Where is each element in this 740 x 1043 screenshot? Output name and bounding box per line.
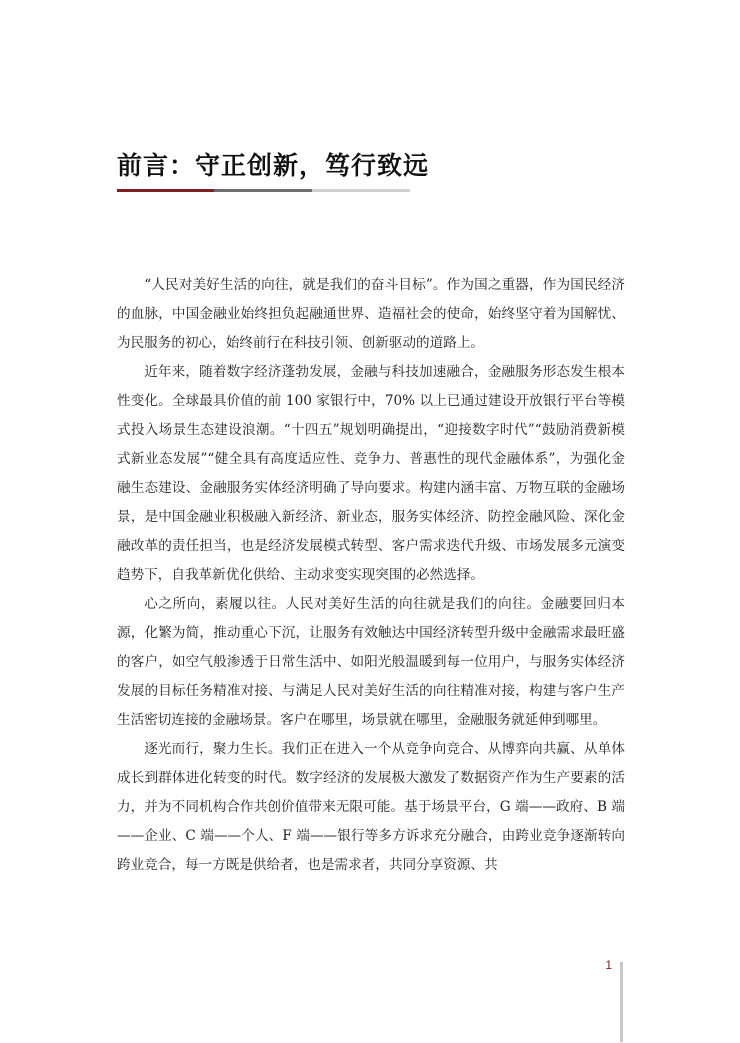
title-underline-segment <box>312 189 410 192</box>
title-underline-segment <box>214 189 312 192</box>
page-side-rule <box>620 962 623 1042</box>
paragraph: 心之所向，素履以往。人民对美好生活的向往就是我们的向往。金融要回归本源，化繁为简，推动重心下沉，让服务有效触达中国经济转型升级中金融需求最旺盛的客户，如空气般渗透于日常生活中、如阳光般温暖到每一位用户，与服务实体经济发展的目标任务精准对接、与满足人民对美好生活的向往精准对接，构建与客户生产生活密切连接的金融场景。客户在哪里，场景就在哪里，金融服务就延伸到哪里。 <box>117 596 625 728</box>
body-text <box>117 271 625 880</box>
paragraph: 逐光而行，聚力生长。我们正在进入一个从竞争向竞合、从博弈向共赢、从单体成长到群体进化转变的时代。数字经济的发展极大激发了数据资产作为生产要素的活力，并为不同机构合作共创价值带来无限可能。基于场景平台，G 端——政府、B 端——企业、C 端——个人、F 端——银行等多方诉求充分融合，由跨业竞争逐渐转向跨业竞合，每一方既是供给者，也是需求者，共同分享资源、共 <box>117 741 625 873</box>
title-underline-segment <box>117 189 214 192</box>
paragraph: 近年来，随着数字经济蓬勃发展，金融与科技加速融合，金融服务形态发生根本性变化。全球最具价值的前 100 家银行中，70% 以上已通过建设开放银行平台等模式投入场景生态建设浪潮。“十四五”规划明确提出，“迎接数字时代”“鼓励消费新模式新业态发展”“健全具有高度适应性、竞争力、普惠性的现代金融体系”，为强化金融生态建设、金融服务实体经济明确了导向要求。构建内涵丰富、万物互联的金融场景，是中国金融业积极融入新经济、新业态，服务实体经济、防控金融风险、深化金融改革的责任担当，也是经济发展模式转型、客户需求迭代升级、市场发展多元演变趋势下，自我革新优化供给、主动求变实现突围的必然选择。 <box>117 364 625 583</box>
paragraph: “人民对美好生活的向往，就是我们的奋斗目标”。作为国之重器，作为国民经济的血脉，中国金融业始终担负起融通世界、造福社会的使命，始终坚守着为国解忧、为民服务的初心，始终前行在科技引领、创新驱动的道路上。 <box>117 277 625 351</box>
page-title: 前言：守正创新，笃行致远 <box>117 151 430 180</box>
page-number: 1 <box>605 958 612 972</box>
